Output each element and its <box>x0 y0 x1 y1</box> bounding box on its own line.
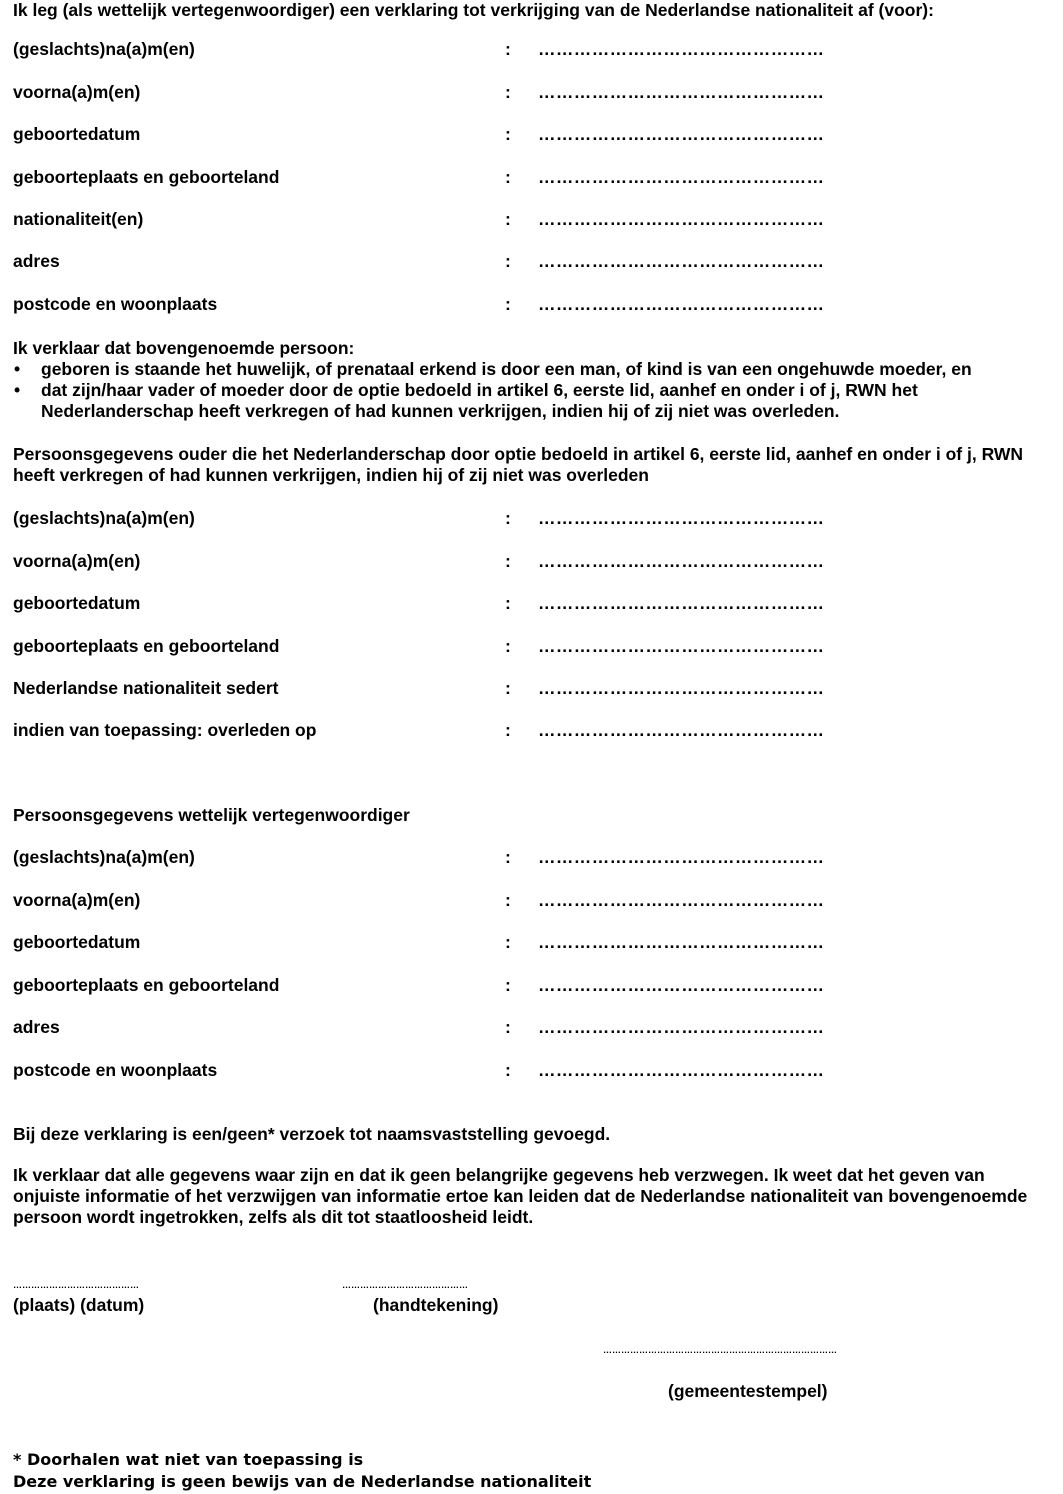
field-blank[interactable]: ………………………………………… <box>538 251 825 271</box>
field-blank[interactable]: ………………………………………… <box>538 551 825 571</box>
name-request-text: Bij deze verklaring is een/geen* verzoek tot naamsvaststelling gevoegd. <box>13 1124 611 1144</box>
field-colon: : <box>505 975 511 995</box>
field-blank[interactable]: ………………………………………… <box>538 1017 825 1037</box>
field-label: postcode en woonplaats <box>13 1060 218 1080</box>
field-label: geboorteplaats en geboorteland <box>13 636 280 656</box>
field-colon: : <box>505 678 511 698</box>
signature-label: (handtekening) <box>373 1295 499 1315</box>
bullet-icon: • <box>14 359 21 379</box>
bullet-icon: • <box>14 380 21 400</box>
field-colon: : <box>505 209 511 229</box>
field-blank[interactable]: ………………………………………… <box>538 39 825 59</box>
field-blank[interactable]: ………………………………………… <box>538 636 825 656</box>
field-colon: : <box>505 890 511 910</box>
field-row <box>13 1017 843 1041</box>
field-blank[interactable]: ………………………………………… <box>538 847 825 867</box>
list-item-text: geboren is staande het huwelijk, of prenataal erkend is door een man, of kind is van een ongehuwde moeder, en <box>41 359 972 379</box>
place-date-line[interactable]: …………………………………… <box>13 1280 139 1290</box>
field-label: voorna(a)m(en) <box>13 890 141 910</box>
list-item-text: dat zijn/haar vader of moeder door de optie bedoeld in artikel 6, eerste lid, aanhef en onder i of j, RWN het Nederlanderschap heeft verkregen of had kunnen verkrijgen, indien hij of zij niet was overleden. <box>41 380 918 421</box>
field-label: geboorteplaats en geboorteland <box>13 975 280 995</box>
place-date-label: (plaats) (datum) <box>13 1295 145 1315</box>
field-colon: : <box>505 167 511 187</box>
field-colon: : <box>505 636 511 656</box>
field-colon: : <box>505 508 511 528</box>
field-row <box>13 508 843 532</box>
field-label: geboortedatum <box>13 593 141 613</box>
field-row <box>13 39 843 63</box>
intro-text: Ik leg (als wettelijk vertegenwoordiger) een verklaring tot verkrijging van de Nederlandse nationaliteit af (voor): <box>13 0 934 20</box>
field-colon: : <box>505 251 511 271</box>
field-row <box>13 167 843 191</box>
field-row <box>13 294 843 318</box>
field-colon: : <box>505 551 511 571</box>
field-label: Nederlandse nationaliteit sedert <box>13 678 279 698</box>
field-row <box>13 124 843 148</box>
field-row <box>13 636 843 660</box>
stamp-label: (gemeentestempel) <box>668 1381 828 1401</box>
field-blank[interactable]: ………………………………………… <box>538 975 825 995</box>
field-blank[interactable]: ………………………………………… <box>538 1060 825 1080</box>
list-item <box>13 359 1058 380</box>
section2-heading: Persoonsgegevens ouder die het Nederlanderschap door optie bedoeld in artikel 6, eerste lid, aanhef en onder i of j, RWN heeft verkregen of had kunnen verkrijgen, indien hij of zij niet was overleden <box>13 444 1024 485</box>
field-blank[interactable]: ………………………………………… <box>538 593 825 613</box>
field-label: nationaliteit(en) <box>13 209 144 229</box>
field-row <box>13 847 843 871</box>
field-row <box>13 932 843 956</box>
field-blank[interactable]: ………………………………………… <box>538 294 825 314</box>
field-label: (geslachts)na(a)m(en) <box>13 39 195 59</box>
field-label: postcode en woonplaats <box>13 294 218 314</box>
field-colon: : <box>505 39 511 59</box>
truth-statement: Ik verklaar dat alle gegevens waar zijn en dat ik geen belangrijke gegevens heb verzwegen. Ik weet dat het geven van onjuiste informatie of het verzwijgen van informatie ertoe kan leiden dat de Nederlandse nationaliteit van bovengenoemde persoon wordt ingetrokken, zelfs als dit tot staatloosheid leidt. <box>13 1165 1028 1227</box>
field-colon: : <box>505 124 511 144</box>
footer-note-proof: Deze verklaring is geen bewijs van de Nederlandse nationaliteit <box>13 1472 592 1491</box>
field-colon: : <box>505 847 511 867</box>
list-item <box>13 380 1058 422</box>
field-blank[interactable]: ………………………………………… <box>538 678 825 698</box>
field-colon: : <box>505 82 511 102</box>
field-label: adres <box>13 1017 60 1037</box>
declaration-heading: Ik verklaar dat bovengenoemde persoon: <box>13 338 355 358</box>
field-colon: : <box>505 294 511 314</box>
field-row <box>13 720 843 744</box>
field-blank[interactable]: ………………………………………… <box>538 82 825 102</box>
field-colon: : <box>505 720 511 740</box>
footer-note-strike: * Doorhalen wat niet van toepassing is <box>13 1450 364 1469</box>
field-blank[interactable]: ………………………………………… <box>538 890 825 910</box>
field-row <box>13 551 843 575</box>
field-label: voorna(a)m(en) <box>13 551 141 571</box>
field-row <box>13 251 843 275</box>
field-colon: : <box>505 1060 511 1080</box>
declaration-list <box>13 359 1058 422</box>
field-blank[interactable]: ………………………………………… <box>538 932 825 952</box>
field-blank[interactable]: ………………………………………… <box>538 209 825 229</box>
field-label: adres <box>13 251 60 271</box>
field-row <box>13 1060 843 1084</box>
field-colon: : <box>505 593 511 613</box>
field-row <box>13 82 843 106</box>
field-blank[interactable]: ………………………………………… <box>538 124 825 144</box>
signature-line[interactable]: …………………………………… <box>342 1280 468 1290</box>
field-row <box>13 678 843 702</box>
field-colon: : <box>505 932 511 952</box>
field-blank[interactable]: ………………………………………… <box>538 167 825 187</box>
field-label: (geslachts)na(a)m(en) <box>13 508 195 528</box>
field-label: geboortedatum <box>13 124 141 144</box>
field-blank[interactable]: ………………………………………… <box>538 508 825 528</box>
field-row <box>13 975 843 999</box>
field-label: geboorteplaats en geboorteland <box>13 167 280 187</box>
section3-heading: Persoonsgegevens wettelijk vertegenwoordiger <box>13 805 410 825</box>
field-colon: : <box>505 1017 511 1037</box>
field-label: voorna(a)m(en) <box>13 82 141 102</box>
field-label: geboortedatum <box>13 932 141 952</box>
field-row <box>13 209 843 233</box>
field-label: indien van toepassing: overleden op <box>13 720 317 740</box>
field-row <box>13 890 843 914</box>
stamp-line[interactable]: …………………………………………………………………… <box>603 1345 837 1355</box>
field-blank[interactable]: ………………………………………… <box>538 720 825 740</box>
field-label: (geslachts)na(a)m(en) <box>13 847 195 867</box>
field-row <box>13 593 843 617</box>
